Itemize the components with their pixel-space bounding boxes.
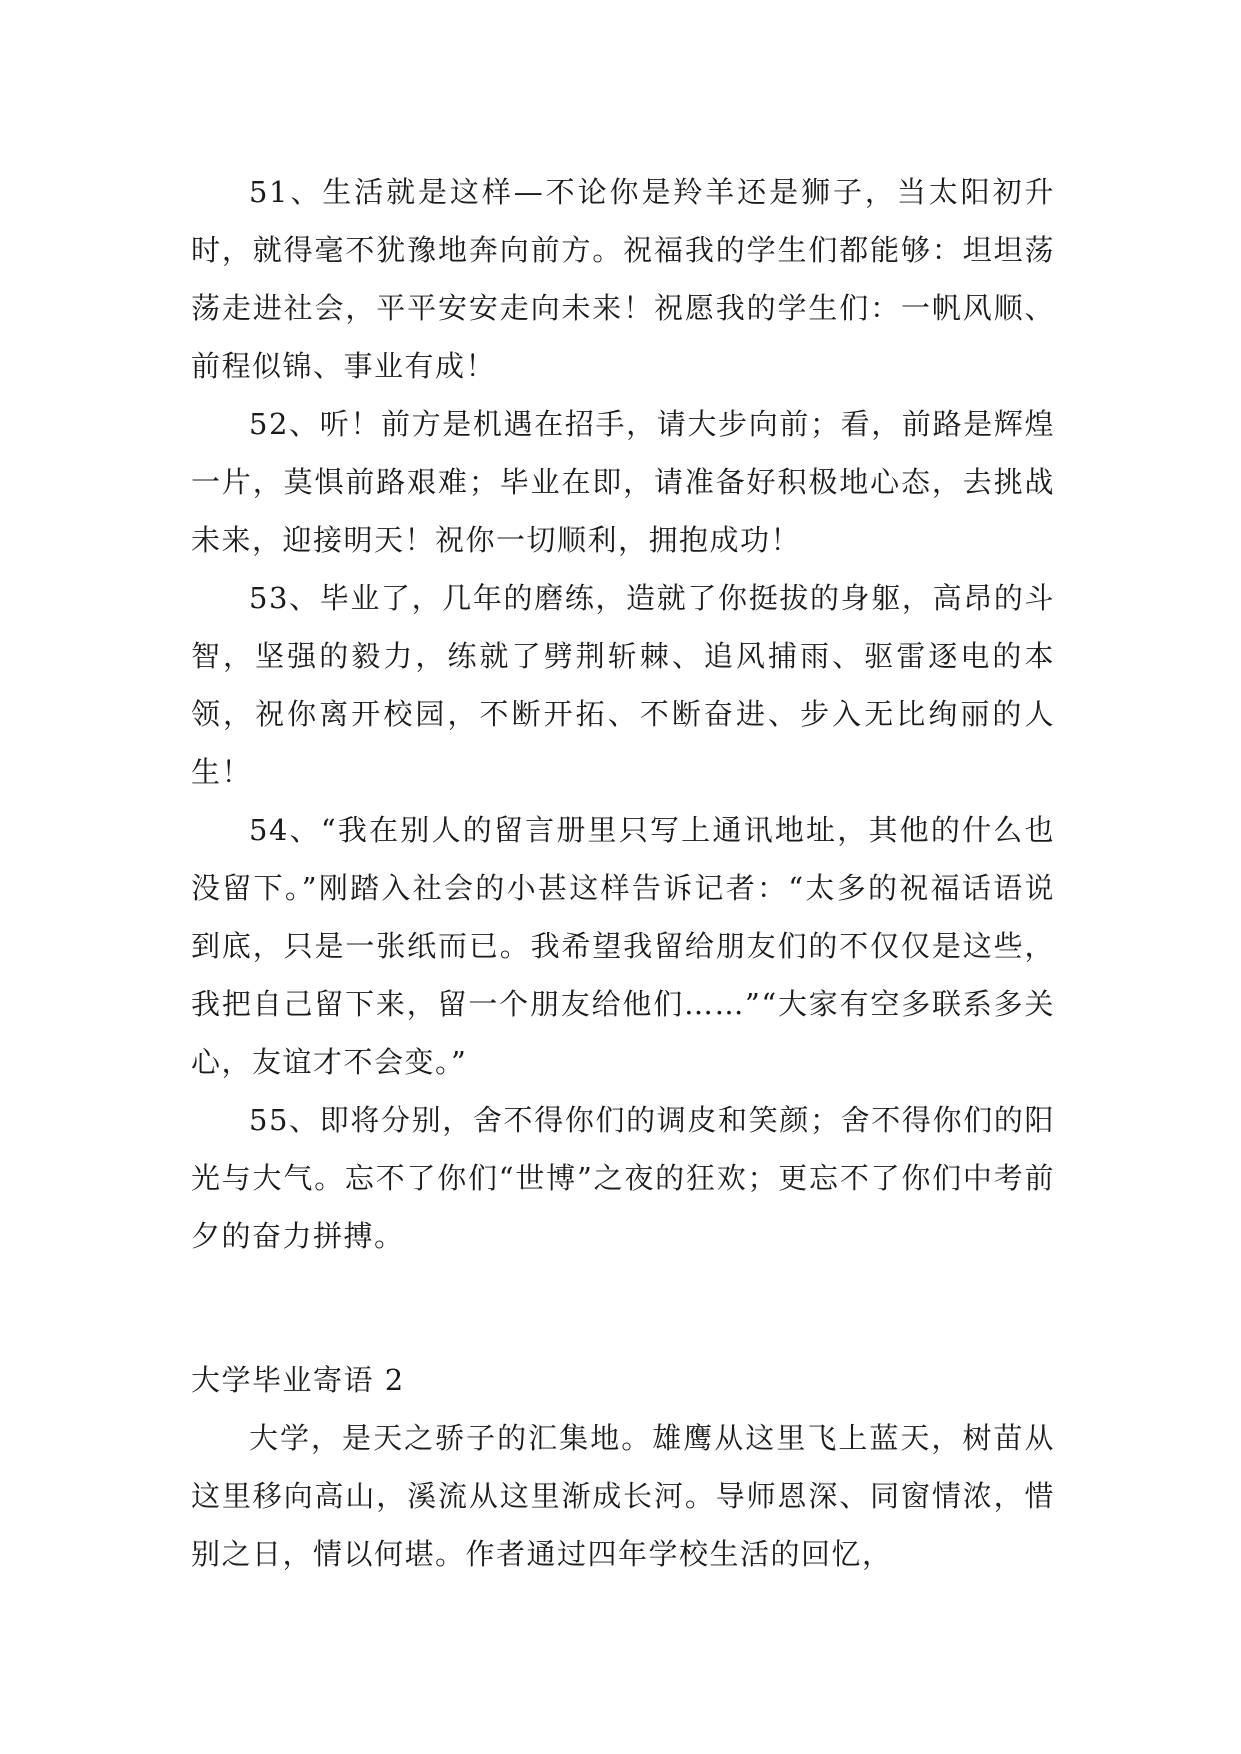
paragraph-54: 54、“我在别人的留言册里只写上通讯地址，其他的什么也没留下。”刚踏入社会的小甚这样告诉记者：“太多的祝福话语说到底，只是一张纸而已。我希望我留给朋友们的不仅仅是这些，我把自己留下来，留一个朋友给他们……”“大家有空多联系多关心，友谊才不会变。”: [191, 813, 1055, 1079]
paragraph-51: 51、生活就是这样—不论你是羚羊还是狮子，当太阳初升时，就得毫不犹豫地奔向前方。祝福我的学生们都能够：坦坦荡荡走进社会，平平安安走向未来！祝愿我的学生们：一帆风顺、前程似锦、事业有成！: [191, 175, 1055, 383]
paragraph-52: 52、听！前方是机遇在招手，请大步向前；看，前路是辉煌一片，莫惧前路艰难；毕业在即，请准备好积极地心态，去挑战未来，迎接明天！祝你一切顺利，拥抱成功！: [191, 407, 1055, 557]
paragraph-55: 55、即将分别，舍不得你们的调皮和笑颜；舍不得你们的阳光与大气。忘不了你们“世博”之夜的狂欢；更忘不了你们中考前夕的奋力拼搏。: [191, 1103, 1055, 1253]
section-title: 大学毕业寄语 2: [191, 1363, 405, 1397]
section-paragraph: 大学，是天之骄子的汇集地。雄鹰从这里飞上蓝天，树苗从这里移向高山，溪流从这里渐成长河。导师恩深、同窗情浓，惜别之日，情以何堪。作者通过四年学校生活的回忆，: [191, 1421, 1055, 1571]
paragraph-53: 53、毕业了，几年的磨练，造就了你挺拔的身躯，高昂的斗智，坚强的毅力，练就了劈荆斩棘、追风捕雨、驱雷逐电的本领，祝你离开校园，不断开拓、不断奋进、步入无比绚丽的人生！: [191, 581, 1055, 789]
document-body: [191, 163, 1055, 1583]
